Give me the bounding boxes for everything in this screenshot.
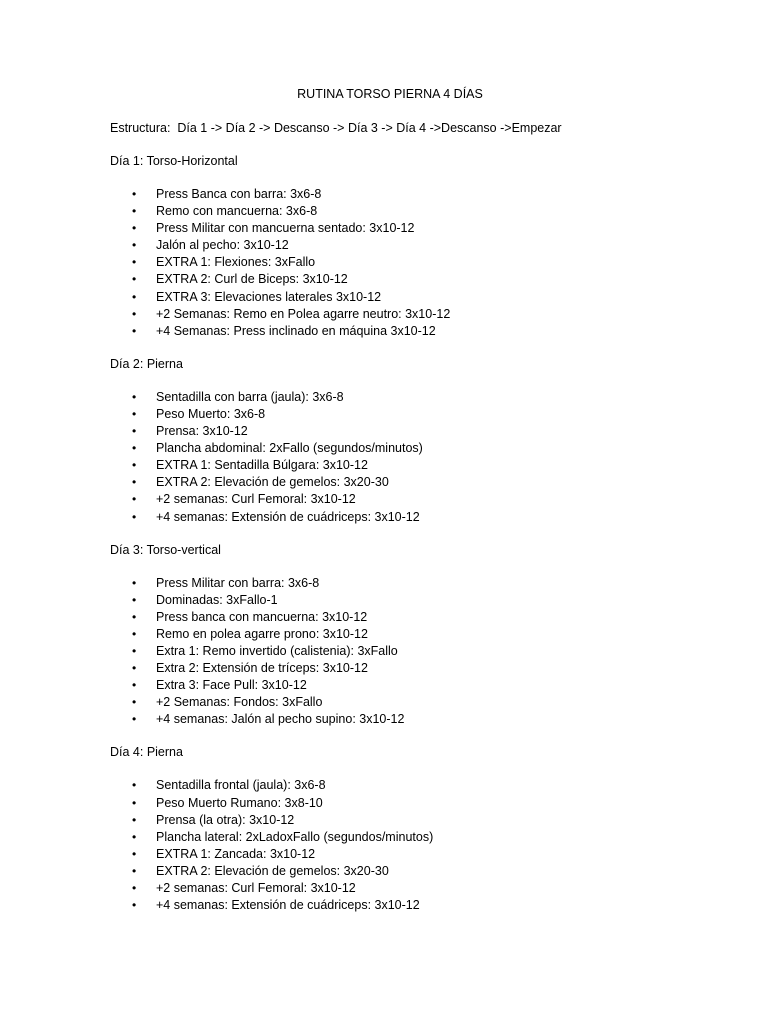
exercise-text: Plancha lateral: 2xLadoxFallo (segundos/minutos) xyxy=(156,829,434,844)
exercise-item xyxy=(110,812,670,829)
day-heading: Día 2: Pierna xyxy=(110,356,183,371)
exercise-text: +4 semanas: Jalón al pecho supino: 3x10-12 xyxy=(156,712,405,727)
bullet-icon: • xyxy=(132,221,137,236)
bullet-icon: • xyxy=(132,778,137,793)
bullet-icon: • xyxy=(132,695,137,710)
bullet-icon: • xyxy=(132,795,137,810)
exercise-item xyxy=(110,660,670,677)
exercise-text: EXTRA 2: Curl de Biceps: 3x10-12 xyxy=(156,272,348,287)
exercise-item xyxy=(110,777,670,794)
bullet-icon: • xyxy=(132,678,137,693)
day-section xyxy=(110,744,670,914)
exercise-item xyxy=(110,846,670,863)
bullet-icon: • xyxy=(132,846,137,861)
exercise-item xyxy=(110,626,670,643)
exercise-item xyxy=(110,203,670,220)
exercise-text: +4 semanas: Extensión de cuádriceps: 3x10-12 xyxy=(156,509,420,524)
exercise-text: EXTRA 1: Zancada: 3x10-12 xyxy=(156,846,316,861)
exercise-item xyxy=(110,254,670,271)
exercise-item xyxy=(110,609,670,626)
exercise-text: +4 semanas: Extensión de cuádriceps: 3x10-12 xyxy=(156,898,420,913)
exercise-list xyxy=(110,777,670,914)
bullet-icon: • xyxy=(132,424,137,439)
exercise-item xyxy=(110,694,670,711)
exercise-item xyxy=(110,575,670,592)
bullet-icon: • xyxy=(132,289,137,304)
bullet-icon: • xyxy=(132,475,137,490)
day-heading: Día 3: Torso-vertical xyxy=(110,542,221,557)
exercise-text: Prensa (la otra): 3x10-12 xyxy=(156,812,295,827)
exercise-text: +2 semanas: Curl Femoral: 3x10-12 xyxy=(156,492,356,507)
bullet-icon: • xyxy=(132,509,137,524)
exercise-list xyxy=(110,186,670,340)
bullet-icon: • xyxy=(132,458,137,473)
exercise-item xyxy=(110,491,670,508)
exercise-item xyxy=(110,423,670,440)
bullet-icon: • xyxy=(132,829,137,844)
exercise-item xyxy=(110,863,670,880)
day-section xyxy=(110,356,670,526)
bullet-icon: • xyxy=(132,272,137,287)
exercise-text: Sentadilla con barra (jaula): 3x6-8 xyxy=(156,389,344,404)
exercise-item xyxy=(110,271,670,288)
bullet-icon: • xyxy=(132,609,137,624)
document-title: RUTINA TORSO PIERNA 4 DÍAS xyxy=(297,87,483,101)
exercise-item xyxy=(110,643,670,660)
exercise-text: Prensa: 3x10-12 xyxy=(156,424,248,439)
exercise-item xyxy=(110,677,670,694)
exercise-item xyxy=(110,406,670,423)
bullet-icon: • xyxy=(132,626,137,641)
exercise-text: Extra 3: Face Pull: 3x10-12 xyxy=(156,678,307,693)
exercise-item xyxy=(110,323,670,340)
exercise-item xyxy=(110,509,670,526)
exercise-text: Remo con mancuerna: 3x6-8 xyxy=(156,204,318,219)
exercise-text: Jalón al pecho: 3x10-12 xyxy=(156,238,289,253)
bullet-icon: • xyxy=(132,389,137,404)
bullet-icon: • xyxy=(132,575,137,590)
bullet-icon: • xyxy=(132,812,137,827)
exercise-text: +2 Semanas: Fondos: 3xFallo xyxy=(156,695,323,710)
bullet-icon: • xyxy=(132,643,137,658)
bullet-icon: • xyxy=(132,492,137,507)
exercise-text: +4 Semanas: Press inclinado en máquina 3x10-12 xyxy=(156,323,436,338)
exercise-item xyxy=(110,306,670,323)
exercise-text: EXTRA 1: Sentadilla Búlgara: 3x10-12 xyxy=(156,458,368,473)
exercise-text: Remo en polea agarre prono: 3x10-12 xyxy=(156,626,368,641)
exercise-item xyxy=(110,440,670,457)
day-section xyxy=(110,153,670,340)
bullet-icon: • xyxy=(132,898,137,913)
exercise-text: Press Militar con mancuerna sentado: 3x10-12 xyxy=(156,221,415,236)
bullet-icon: • xyxy=(132,592,137,607)
day-section xyxy=(110,542,670,729)
bullet-icon: • xyxy=(132,238,137,253)
exercise-text: EXTRA 2: Elevación de gemelos: 3x20-30 xyxy=(156,475,389,490)
routine-structure: Estructura: Día 1 -> Día 2 -> Descanso -> Día 3 -> Día 4 ->Descanso ->Empezar xyxy=(110,121,562,135)
exercise-text: Press Banca con barra: 3x6-8 xyxy=(156,187,322,201)
exercise-text: Peso Muerto: 3x6-8 xyxy=(156,406,266,421)
exercise-item xyxy=(110,795,670,812)
exercise-text: +2 semanas: Curl Femoral: 3x10-12 xyxy=(156,881,356,895)
bullet-icon: • xyxy=(132,306,137,321)
bullet-icon: • xyxy=(132,187,137,201)
exercise-text: Extra 2: Extensión de tríceps: 3x10-12 xyxy=(156,661,368,676)
exercise-item xyxy=(110,711,670,728)
days-container xyxy=(110,153,670,914)
day-heading: Día 1: Torso-Horizontal xyxy=(110,154,238,168)
bullet-icon: • xyxy=(132,323,137,338)
bullet-icon: • xyxy=(132,863,137,878)
exercise-item xyxy=(110,592,670,609)
exercise-text: Dominadas: 3xFallo-1 xyxy=(156,592,278,607)
exercise-item xyxy=(110,389,670,406)
exercise-item xyxy=(110,289,670,306)
exercise-text: Press banca con mancuerna: 3x10-12 xyxy=(156,609,368,624)
exercise-list xyxy=(110,389,670,526)
exercise-item xyxy=(110,220,670,237)
exercise-item xyxy=(110,897,670,914)
exercise-item xyxy=(110,474,670,491)
exercise-text: EXTRA 1: Flexiones: 3xFallo xyxy=(156,255,316,270)
exercise-text: EXTRA 3: Elevaciones laterales 3x10-12 xyxy=(156,289,382,304)
bullet-icon: • xyxy=(132,255,137,270)
exercise-item xyxy=(110,457,670,474)
exercise-item xyxy=(110,829,670,846)
exercise-text: +2 Semanas: Remo en Polea agarre neutro: 3x10-12 xyxy=(156,306,451,321)
bullet-icon: • xyxy=(132,441,137,456)
bullet-icon: • xyxy=(132,406,137,421)
bullet-icon: • xyxy=(132,881,137,895)
bullet-icon: • xyxy=(132,204,137,219)
exercise-item xyxy=(110,186,670,203)
bullet-icon: • xyxy=(132,661,137,676)
bullet-icon: • xyxy=(132,712,137,727)
exercise-item xyxy=(110,237,670,254)
exercise-text: Sentadilla frontal (jaula): 3x6-8 xyxy=(156,778,326,793)
day-heading: Día 4: Pierna xyxy=(110,745,183,760)
document-page xyxy=(110,86,670,914)
exercise-item xyxy=(110,880,670,897)
exercise-text: EXTRA 2: Elevación de gemelos: 3x20-30 xyxy=(156,863,389,878)
exercise-list xyxy=(110,575,670,729)
exercise-text: Plancha abdominal: 2xFallo (segundos/minutos) xyxy=(156,441,423,456)
exercise-text: Extra 1: Remo invertido (calistenia): 3xFallo xyxy=(156,643,398,658)
exercise-text: Peso Muerto Rumano: 3x8-10 xyxy=(156,795,323,810)
exercise-text: Press Militar con barra: 3x6-8 xyxy=(156,575,320,590)
